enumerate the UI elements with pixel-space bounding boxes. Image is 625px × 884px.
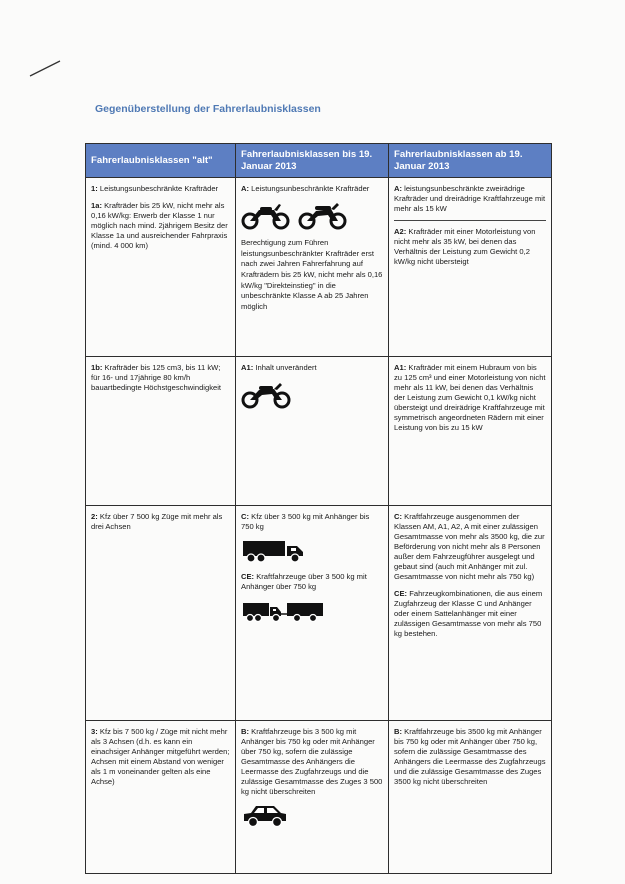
truck-icon bbox=[241, 538, 305, 564]
table-row bbox=[86, 721, 552, 874]
cell-alt: 2: Kfz über 7 500 kg Züge mit mehr als drei Achsen bbox=[86, 506, 236, 721]
table-row bbox=[86, 506, 552, 721]
cell-from-2013: B: Kraftfahrzeuge bis 3500 kg mit Anhänger bis 750 kg oder mit Anhänger über 750 kg, sofern die zulässige Gesamtmasse des Anhängers die Leermasse des Zugfahrzeugs und die zulässige Gesamtmasse des Zuges 3500 kg nicht überschreiten bbox=[389, 721, 552, 874]
car-icon bbox=[241, 803, 289, 829]
truck-with-trailer-icon bbox=[241, 598, 325, 624]
cell-alt: 1: Leistungsunbeschränkte Krafträder 1a: Krafträder bis 25 kW, nicht mehr als 0,16 kW/kg: Erwerb der Klasse 1 nur möglich nach mind. 2jährigem Besitz der Klasse 1a und ausreichender Fahrpraxis (mind. 4 000 km) bbox=[86, 178, 236, 357]
table-row bbox=[86, 178, 552, 357]
table-header-row bbox=[86, 144, 552, 178]
license-class-comparison-table bbox=[85, 143, 552, 874]
column-header-alt: Fahrerlaubnisklassen "alt" bbox=[86, 144, 236, 178]
cell-until-2013: C: Kfz über 3 500 kg mit Anhänger bis 750 kg CE: Kraftfahrzeuge über 3 500 kg mit Anhänger über 750 kg bbox=[236, 506, 389, 721]
two-motorcycles-icon bbox=[241, 200, 351, 230]
cell-from-2013: C: Kraftfahrzeuge ausgenommen der Klassen AM, A1, A2, A mit einer zulässigen Gesamtmasse von mehr als 3500 kg, die zur Beförderung von nicht mehr als 8 Personen außer dem Fahrzeugführer ausgelegt und gebaut sind (auch mit Anhänger mit zul. Gesamtmasse von nicht mehr als 750 kg) CE: Fahrzeugkombinationen, die aus einem Zugfahrzeug der Klasse C und Anhänger oder einem Sattelanhänger mit einer zulässigen Gesamtmasse von mehr als 750 kg bestehen. bbox=[389, 506, 552, 721]
motorcycle-icon bbox=[241, 379, 291, 409]
cell-divider bbox=[394, 220, 546, 221]
cell-from-2013: A1: Krafträder mit einem Hubraum von bis zu 125 cm³ und einer Motorleistung von nicht mehr als 11 kW, bei denen das Verhältnis der Leistung zum Gewicht 0,1 kW/kg nicht übersteigt und dreirädrige Kraftfahrzeuge mit symmetrisch angeordneten Rädern mit einer Leistung von bis zu 15 kW bbox=[389, 357, 552, 506]
cell-alt: 1b: Krafträder bis 125 cm3, bis 11 kW; für 16- und 17jährige 80 km/h bauartbedingte Höchstgeschwindigkeit bbox=[86, 357, 236, 506]
column-header-until-2013: Fahrerlaubnisklassen bis 19. Januar 2013 bbox=[236, 144, 389, 178]
column-header-from-2013: Fahrerlaubnisklassen ab 19. Januar 2013 bbox=[389, 144, 552, 178]
cell-from-2013: A: leistungsunbeschränkte zweirädrige Krafträder und dreirädrige Kraftfahrzeuge mit mehr als 15 kW A2: Krafträder mit einer Motorleistung von nicht mehr als 35 kW, bei denen das Verhältnis der Leistung zum Gewicht 0,2 kW/kg nicht übersteigt bbox=[389, 178, 552, 357]
cell-until-2013: B: Kraftfahrzeuge bis 3 500 kg mit Anhänger bis 750 kg oder mit Anhänger über 750 kg, sofern die zulässige Gesamtmasse des Anhängers die Leermasse des Zugfahrzeugs und die zulässige Gesamtmasse des Zuges 3 500 kg nicht überschreiten bbox=[236, 721, 389, 874]
document-heading: Gegenüberstellung der Fahrerlaubnisklassen bbox=[95, 103, 321, 115]
pen-stroke-mark bbox=[28, 58, 62, 78]
cell-alt: 3: Kfz bis 7 500 kg / Züge mit nicht mehr als 3 Achsen (d.h. es kann ein einachsiger Anhänger mitgeführt werden; Achsen mit einem Abstand von weniger als 1 m voneinander gelten als eine Achse) bbox=[86, 721, 236, 874]
cell-until-2013: A: Leistungsunbeschränkte Krafträder Berechtigung zum Führen leistungsunbeschränkter Krafträder erst nach zwei Jahren Fahrerfahrung auf Krafträdern bis 25 kW, nicht mehr als 0,16 kW/kg "Direkteinstieg" in die unbeschränkte Klasse A ab 25 Jahren möglich bbox=[236, 178, 389, 357]
table-row bbox=[86, 357, 552, 506]
cell-until-2013: A1: Inhalt unverändert bbox=[236, 357, 389, 506]
